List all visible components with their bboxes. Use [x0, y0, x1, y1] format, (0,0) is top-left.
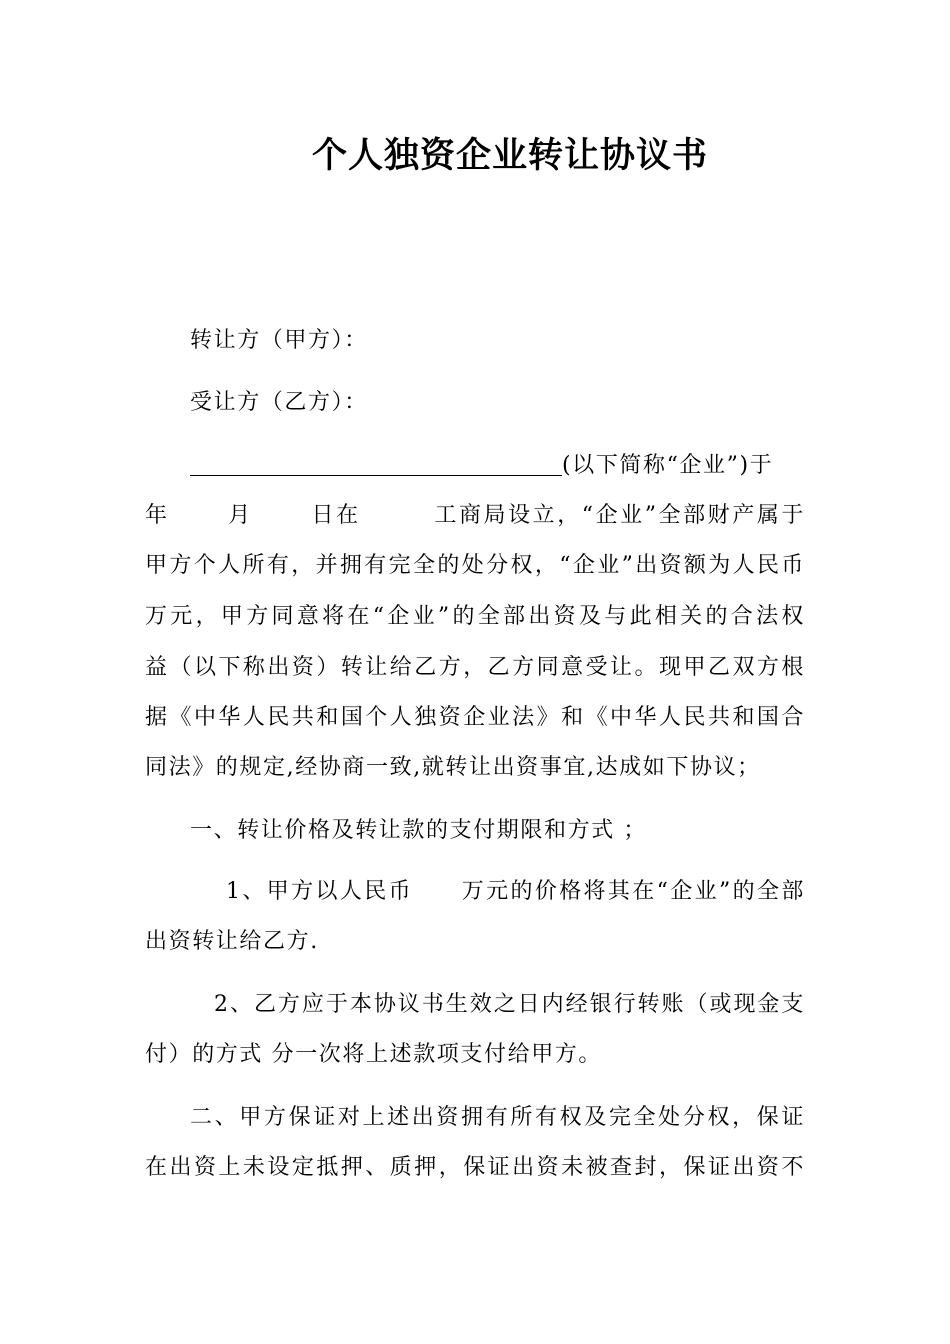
- clause-1-line-1: 1、甲方以人民币 万元的价格将其在“企业”的全部: [226, 879, 805, 904]
- body-line-4: 益（以下称出资）转让给乙方，乙方同意受让。现甲乙双方根: [145, 655, 805, 680]
- section-2-line-1: 二、甲方保证对上述出资拥有所有权及完全处分权，保证: [190, 1105, 805, 1130]
- body-line-1: 年 月 日在 工商局设立，“企业”全部财产属于: [145, 503, 805, 528]
- section-1-heading: 一、转让价格及转让款的支付期限和方式 ；: [190, 818, 647, 843]
- transferee-line: 受让方（乙方）：: [190, 390, 368, 415]
- section-2-line-2: 在出资上未设定抵押、质押，保证出资未被查封，保证出资不: [145, 1155, 805, 1180]
- enterprise-name-blank: [190, 453, 562, 476]
- document-title: 个人独资企业转让协议书: [311, 135, 708, 176]
- clause-2-line-1: 2、乙方应于本协议书生效之日内经银行转账（或现金支: [214, 992, 805, 1017]
- clause-1-line-2: 出资转让给乙方.: [145, 929, 319, 954]
- enterprise-intro-text: (以下简称“企业”)于: [562, 453, 774, 478]
- body-line-3: 万元，甲方同意将在“企业”的全部出资及与此相关的合法权: [145, 604, 805, 629]
- clause-2-line-2: 付）的方式 分一次将上述款项支付给甲方。: [145, 1042, 602, 1067]
- transferor-line: 转让方（甲方）：: [190, 328, 368, 353]
- body-line-2: 甲方个人所有，并拥有完全的处分权，“企业”出资额为人民币: [145, 553, 805, 578]
- body-line-5: 据《中华人民共和国个人独资企业法》和《中华人民共和国合: [145, 705, 805, 730]
- enterprise-name-line: [190, 451, 805, 481]
- body-line-6: 同法》的规定,经协商一致,就转让出资事宜,达成如下协议；: [145, 755, 761, 780]
